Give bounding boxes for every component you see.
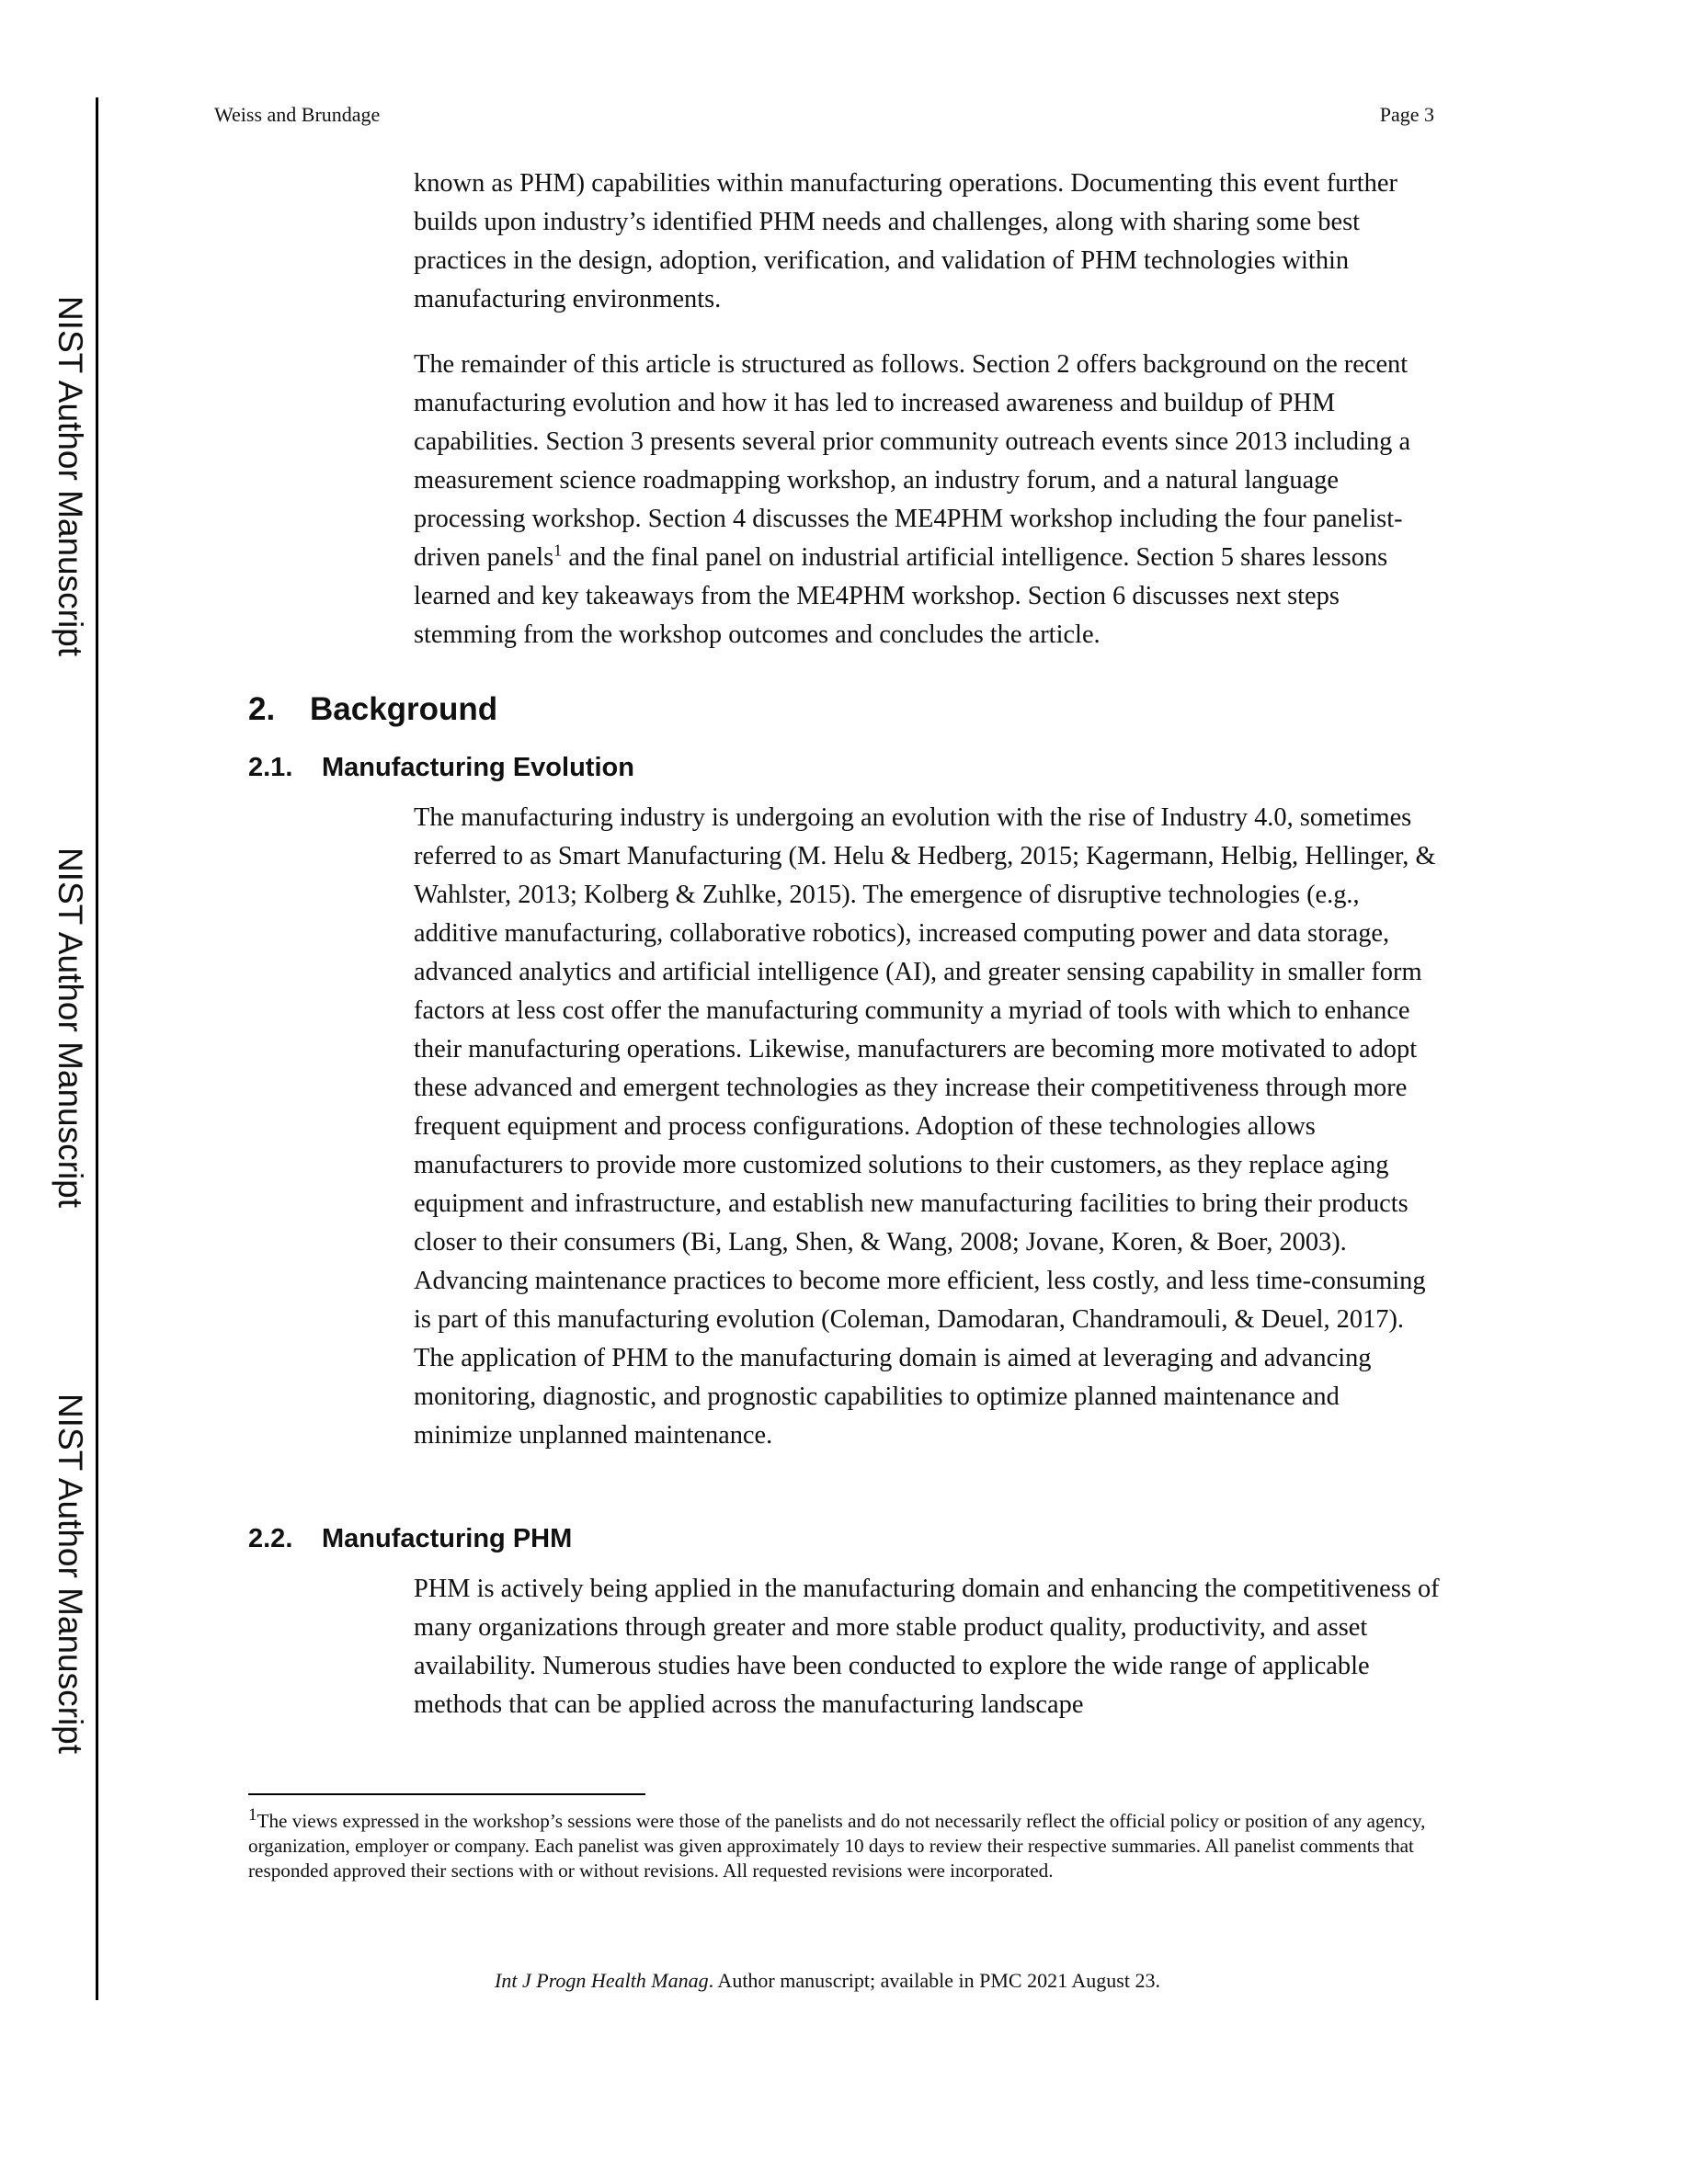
subsection-number: 2.2.: [248, 1524, 293, 1553]
intro-paragraph-2-text-cont: and the final panel on industrial artificial intelligence. Section 5 shares lessons learned and key takeaways from the ME4PHM workshop. Section 6 discusses next steps stemming from the workshop outcomes and concludes the article.: [414, 543, 1388, 649]
journal-footer: [0, 1967, 1688, 1995]
footnote-marker: 1: [248, 1804, 257, 1825]
header-authors: Weiss and Brundage: [214, 103, 381, 126]
intro-paragraph-2-text: The remainder of this article is structured as follows. Section 2 offers background on the recent manufacturing evolution and how it has led to increased awareness and buildup of PHM capabilities. Section 3 presents several prior community outreach events since 2013 including a measurement science roadmapping workshop, an industry forum, and a natural language processing workshop. Section 4 discusses the ME4PHM workshop including the four panelist-driven panels: [414, 350, 1411, 572]
section-heading-background: [248, 689, 497, 730]
manufacturing-phm-paragraph: PHM is actively being applied in the manufacturing domain and enhancing the competitiveness of many organizations through greater and more stable product quality, productivity, and asset availability. Numerous studies have been conducted to explore the wide range of applicable methods that can be applied across the manufacturing landscape: [414, 1575, 1440, 1719]
section-number: 2.: [248, 691, 276, 727]
footnote-reference[interactable]: 1: [553, 540, 563, 560]
intro-paragraph-2: [414, 346, 1443, 654]
availability-note: . Author manuscript; available in PMC 2021 August 23.: [708, 1969, 1160, 1992]
intro-paragraph-1: known as PHM) capabilities within manufacturing operations. Documenting this event further builds upon industry’s identified PHM needs and challenges, along with sharing some best practices in the design, adoption, verification, and validation of PHM technologies within manufacturing environments.: [414, 169, 1397, 313]
sidebar-label-top: NIST Author Manuscript: [51, 295, 89, 657]
header-page-number: Page 3: [1379, 103, 1434, 126]
subsection-heading-manufacturing-evolution: [248, 749, 634, 786]
subsection-title: Manufacturing PHM: [322, 1524, 573, 1553]
subsection-heading-manufacturing-phm: [248, 1520, 572, 1557]
sidebar-label-bottom: NIST Author Manuscript: [51, 1393, 89, 1755]
sidebar-label-middle: NIST Author Manuscript: [51, 847, 89, 1209]
journal-name: Int J Progn Health Manag: [495, 1969, 709, 1992]
subsection-title: Manufacturing Evolution: [322, 753, 634, 782]
sidebar-rule: [96, 97, 98, 2000]
section-title: Background: [310, 691, 498, 727]
footnote-divider: [248, 1793, 645, 1795]
manufacturing-evolution-paragraph: The manufacturing industry is undergoing an evolution with the rise of Industry 4.0, sometimes referred to as Smart Manufacturing (M. Helu & Hedberg, 2015; Kagermann, Helbig, Hellinger, & Wahlster, 2013; Kolberg & Zuhlke, 2015). The emergence of disruptive technologies (e.g., additive manufacturing, collaborative robotics), increased computing power and data storage, advanced analytics and artificial intelligence (AI), and greater sensing capability in smaller form factors at less cost offer the manufacturing community a myriad of tools with which to enhance their manufacturing operations. Likewise, manufacturers are becoming more motivated to adopt these advanced and emergent technologies as they increase their competitiveness through more frequent equipment and process configurations. Adoption of these technologies allows manufacturers to provide more customized solutions to their customers, as they replace aging equipment and infrastructure, and establish new manufacturing facilities to bring their products closer to their consumers (Bi, Lang, Shen, & Wang, 2008; Jovane, Koren, & Boer, 2003). Advancing maintenance practices to become more efficient, less costly, and less time-consuming is part of this manufacturing evolution (Coleman, Damodaran, Chandramouli, & Deuel, 2017). The application of PHM to the manufacturing domain is aimed at leveraging and advancing monitoring, diagnostic, and prognostic capabilities to optimize planned maintenance and minimize unplanned maintenance.: [414, 803, 1436, 1450]
subsection-number: 2.1.: [248, 753, 293, 782]
footnote-text: The views expressed in the workshop’s sessions were those of the panelists and do not necessarily reflect the official policy or position of any agency, organization, employer or company. Each panelist was given approximately 10 days to review their respective summaries. All panelist comments that responded approved their sections with or without revisions. All requested revisions were incorporated.: [248, 1810, 1426, 1882]
footnote: [248, 1804, 1443, 1883]
